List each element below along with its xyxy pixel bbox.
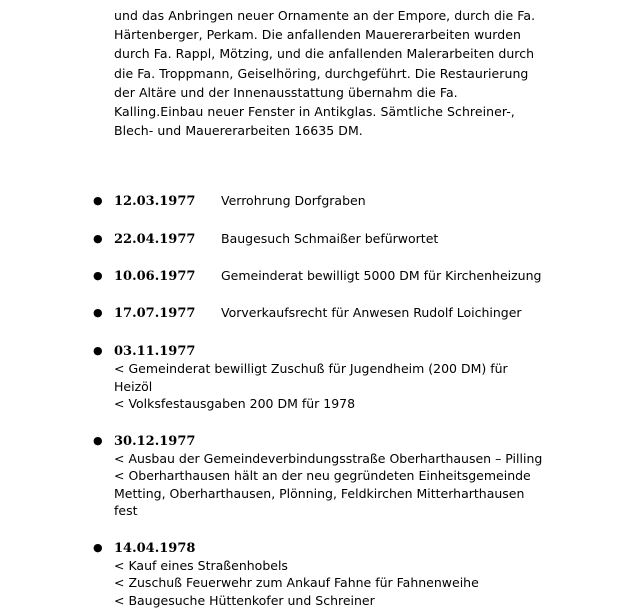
entry-line: < Kauf eines Straßenhobels bbox=[114, 557, 620, 575]
chronology-list bbox=[0, 190, 620, 609]
list-item bbox=[0, 302, 620, 322]
intro-line: Härtenberger, Perkam. Die anfallenden Mauererarbeiten wurden bbox=[114, 25, 594, 44]
intro-line: Kalling.Einbau neuer Fenster in Antikglas. Sämtliche Schreiner-, bbox=[114, 102, 594, 121]
intro-line: und das Anbringen neuer Ornamente an der Empore, durch die Fa. bbox=[114, 6, 594, 25]
entry-line: Heizöl bbox=[114, 378, 620, 396]
bullet-icon: ● bbox=[93, 267, 99, 284]
intro-line: der Altäre und der Innenausstattung übernahm die Fa. bbox=[114, 83, 594, 102]
entry-date: 30.12.1977 bbox=[114, 433, 195, 450]
entry-line: Metting, Oberharthausen, Plönning, Feldkirchen Mitterharthausen bbox=[114, 485, 620, 503]
bullet-icon: ● bbox=[93, 304, 99, 321]
bullet-icon: ● bbox=[93, 192, 99, 209]
entry-text: Vorverkaufsrecht für Anwesen Rudolf Loichinger bbox=[221, 304, 522, 321]
intro-line: Blech- und Mauererarbeiten 16635 DM. bbox=[114, 121, 594, 140]
intro-line: durch Fa. Rappl, Mötzing, und die anfallenden Malerarbeiten durch bbox=[114, 44, 594, 63]
bullet-icon: ● bbox=[93, 342, 99, 359]
entry-date: 12.03.1977 bbox=[114, 193, 221, 210]
entry-line: fest bbox=[114, 502, 620, 520]
intro-line: die Fa. Troppmann, Geiselhöring, durchgeführt. Die Restaurierung bbox=[114, 64, 594, 83]
list-item bbox=[0, 537, 620, 609]
entry-line: < Gemeinderat bewilligt Zuschuß für Jugendheim (200 DM) für bbox=[114, 360, 620, 378]
entry-line: < Baugesuche Hüttenkofer und Schreiner bbox=[114, 592, 620, 609]
entry-line: < Ausbau der Gemeindeverbindungsstraße Oberharthausen – Pilling bbox=[114, 450, 620, 468]
entry-date: 03.11.1977 bbox=[114, 343, 195, 360]
entry-date: 10.06.1977 bbox=[114, 268, 221, 285]
entry-text: Gemeinderat bewilligt 5000 DM für Kirchenheizung bbox=[221, 267, 541, 284]
list-item bbox=[0, 265, 620, 285]
list-item bbox=[0, 430, 620, 520]
entry-line: < Oberharthausen hält an der neu gegründeten Einheitsgemeinde bbox=[114, 467, 620, 485]
bullet-icon: ● bbox=[93, 230, 99, 247]
entry-line: < Volksfestausgaben 200 DM für 1978 bbox=[114, 395, 620, 413]
entry-date: 14.04.1978 bbox=[114, 540, 195, 557]
list-item bbox=[0, 340, 620, 413]
entry-text: Verrohrung Dorfgraben bbox=[221, 192, 366, 209]
list-item bbox=[0, 190, 620, 210]
list-item bbox=[0, 228, 620, 248]
entry-line: < Zuschuß Feuerwehr zum Ankauf Fahne für Fahnenweihe bbox=[114, 574, 620, 592]
bullet-icon: ● bbox=[93, 432, 99, 449]
entry-text: Baugesuch Schmaißer befürwortet bbox=[221, 230, 438, 247]
entry-date: 22.04.1977 bbox=[114, 231, 221, 248]
bullet-icon: ● bbox=[93, 539, 99, 556]
entry-date: 17.07.1977 bbox=[114, 305, 221, 322]
intro-paragraph bbox=[114, 6, 594, 140]
